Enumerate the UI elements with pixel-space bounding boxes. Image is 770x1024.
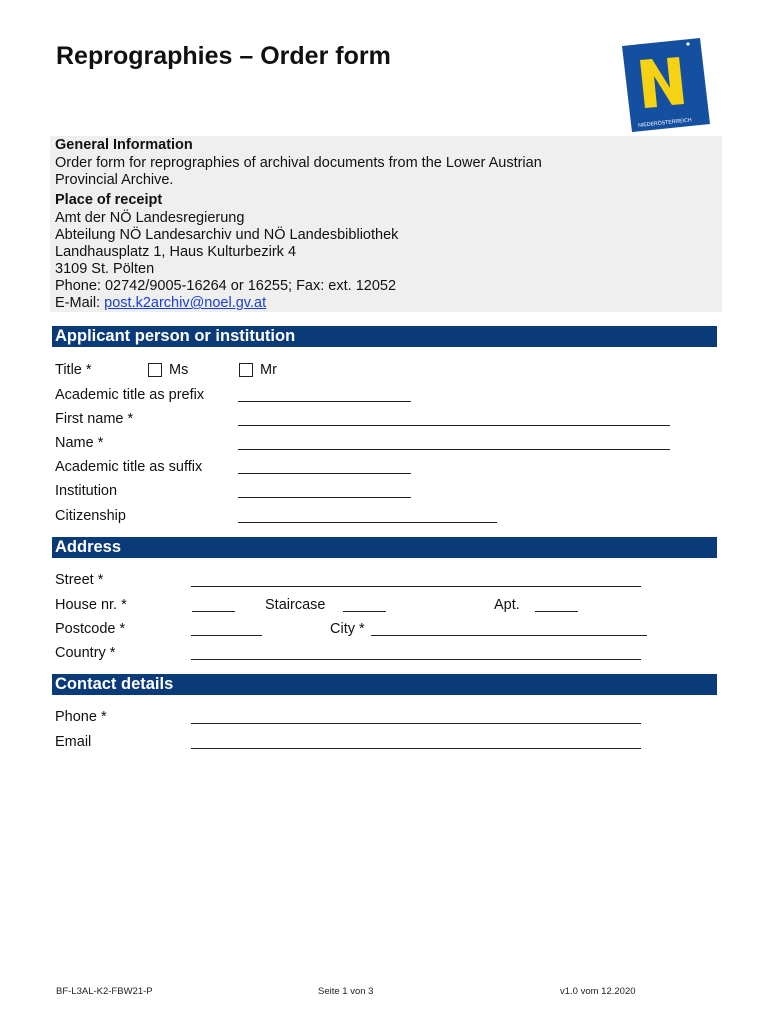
ms-checkbox[interactable] <box>148 363 162 377</box>
email-line <box>55 295 266 312</box>
city-label: City * <box>330 621 365 637</box>
ms-label: Ms <box>169 362 189 378</box>
address-line: Landhausplatz 1, Haus Kulturbezirk 4 <box>55 244 297 260</box>
title-label: Title * <box>55 362 92 378</box>
postcode-field[interactable] <box>191 635 262 636</box>
address-line: Abteilung NÖ Landesarchiv und NÖ Landesbibliothek <box>55 227 399 243</box>
phone-field[interactable] <box>191 723 641 724</box>
contact-section-heading: Contact details <box>52 674 717 695</box>
citizenship-field[interactable] <box>238 522 497 523</box>
street-field[interactable] <box>191 586 641 587</box>
place-of-receipt-heading: Place of receipt <box>55 192 163 208</box>
email-label: E-Mail: <box>55 295 105 311</box>
suffix-label: Academic title as suffix <box>55 459 203 475</box>
mr-label: Mr <box>260 362 277 378</box>
citizenship-label: Citizenship <box>55 508 126 524</box>
general-info-heading: General Information <box>55 137 193 153</box>
general-info-box <box>50 136 722 312</box>
address-line: 3109 St. Pölten <box>55 261 155 277</box>
first-name-field[interactable] <box>238 425 670 426</box>
email-label: Email <box>55 734 92 750</box>
prefix-field[interactable] <box>238 401 411 402</box>
applicant-section-heading: Applicant person or institution <box>52 326 717 347</box>
house-nr-field[interactable] <box>192 611 235 612</box>
institution-field[interactable] <box>238 497 411 498</box>
staircase-label: Staircase <box>265 597 326 613</box>
version-label: v1.0 vom 12.2020 <box>560 986 636 997</box>
staircase-field[interactable] <box>343 611 386 612</box>
general-info-text: Provincial Archive. <box>55 172 174 188</box>
suffix-field[interactable] <box>238 473 411 474</box>
page-title: Reprographies – Order form <box>56 42 391 70</box>
phone-label: Phone * <box>55 709 107 725</box>
institution-label: Institution <box>55 483 118 499</box>
city-field[interactable] <box>371 635 647 636</box>
house-nr-label: House nr. * <box>55 597 127 613</box>
country-field[interactable] <box>191 659 641 660</box>
name-label: Name * <box>55 435 104 451</box>
form-code: BF-L3AL-K2-FBW21-P <box>56 986 153 997</box>
address-section-heading: Address <box>52 537 717 558</box>
street-label: Street * <box>55 572 104 588</box>
phone-line: Phone: 02742/9005-16264 or 16255; Fax: ext. 12052 <box>55 278 397 294</box>
first-name-label: First name * <box>55 411 134 427</box>
logo-text: NIEDERÖSTERREICH <box>637 117 692 129</box>
apt-field[interactable] <box>535 611 578 612</box>
page-number: Seite 1 von 3 <box>318 986 374 997</box>
apt-label: Apt. <box>494 597 520 613</box>
general-info-text: Order form for reprographies of archival documents from the Lower Austrian <box>55 155 542 171</box>
email-link[interactable]: post.k2archiv@noel.gv.at <box>104 295 267 311</box>
postcode-label: Postcode * <box>55 621 126 637</box>
mr-checkbox[interactable] <box>239 363 253 377</box>
prefix-label: Academic title as prefix <box>55 387 205 403</box>
address-line: Amt der NÖ Landesregierung <box>55 210 245 226</box>
country-label: Country * <box>55 645 116 661</box>
noe-logo <box>622 38 710 132</box>
name-field[interactable] <box>238 449 670 450</box>
email-field[interactable] <box>191 748 641 749</box>
